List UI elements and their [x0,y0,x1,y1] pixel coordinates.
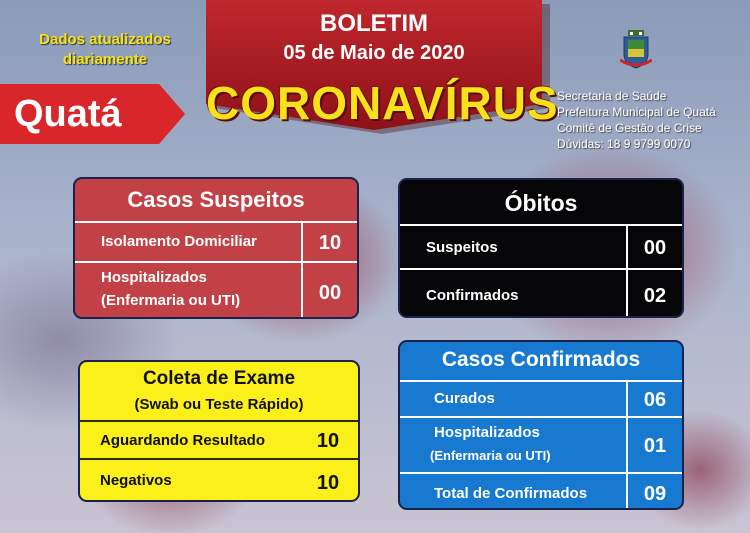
headline: CORONAVÍRUS [206,77,559,129]
row-value: 09 [626,474,682,510]
table-row [400,380,682,418]
test-collection-title: Coleta de Exame [142,368,296,389]
row-label: Negativos [100,472,172,489]
row-value: 02 [626,270,682,318]
deaths-title: Óbitos [504,190,578,216]
org-contact: Dúvidas: 18 9 9799 0070 [557,137,691,151]
table-row [75,221,357,263]
table-row [400,416,682,474]
table-row [80,420,358,460]
row-value: 10 [316,471,340,494]
org-line-1: Secretaria de Saúde [557,89,667,103]
bulletin-title: BOLETIM [320,10,428,37]
row-label: Hospitalizados [434,424,540,441]
city-name: Quatá [14,93,122,135]
table-row [80,458,358,502]
org-info [557,88,716,152]
org-line-3: Comitê de Gestão de Crise [557,121,702,135]
table-row [400,224,682,270]
row-label: Confirmados [426,287,519,304]
row-value: 10 [301,223,357,263]
municipal-crest-icon [620,30,652,70]
row-label: Isolamento Domiciliar [101,233,257,250]
row-label: Curados [434,390,495,407]
test-collection-card [78,360,360,502]
row-value: 00 [301,263,357,319]
table-row [400,472,682,510]
row-label: Total de Confirmados [434,485,588,502]
update-note-line-1: Dados atualizados [39,31,171,48]
row-value: 10 [316,429,340,452]
table-row [75,261,357,319]
deaths-card [398,178,684,318]
row-value: 01 [626,418,682,474]
row-sublabel: (Enfermaria ou UTI) [101,292,241,309]
update-note [20,30,190,70]
row-label: Hospitalizados [101,269,207,286]
bulletin-date: 05 de Maio de 2020 [283,42,465,64]
org-line-2: Prefeitura Municipal de Quatá [557,105,716,119]
row-sublabel: (Enfermaria ou UTI) [430,448,551,463]
row-value: 06 [626,382,682,418]
table-row [400,268,682,318]
suspected-cases-card [73,177,359,319]
test-collection-subtitle: (Swab ou Teste Rápido) [134,396,304,413]
row-label: Suspeitos [426,239,498,256]
row-value: 00 [626,226,682,270]
row-label: Aguardando Resultado [100,432,266,449]
suspected-cases-title: Casos Suspeitos [127,187,305,212]
confirmed-cases-card [398,340,684,510]
confirmed-cases-title: Casos Confirmados [441,348,641,371]
update-note-line-2: diariamente [62,51,148,68]
